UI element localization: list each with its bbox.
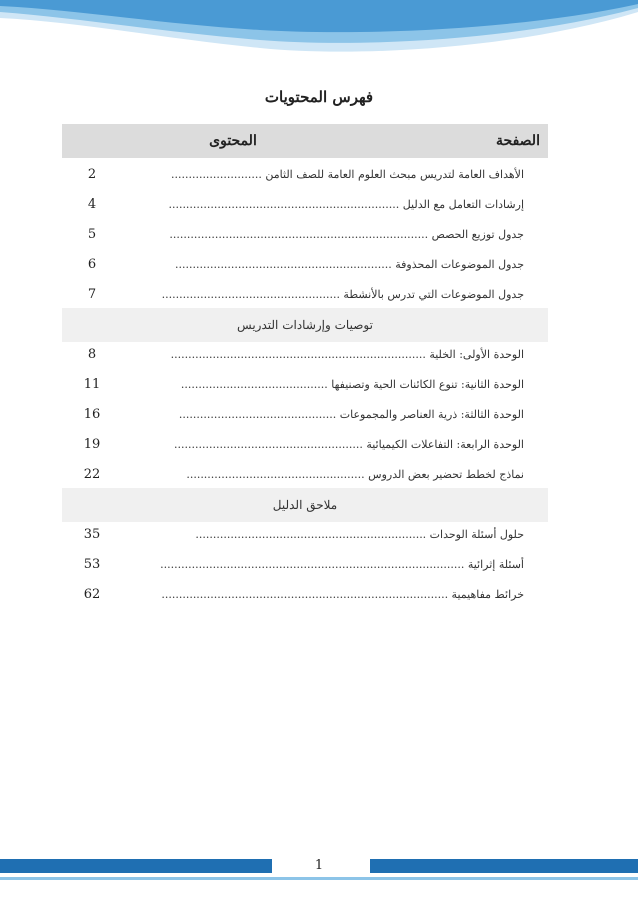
toc-entry-page: 19 bbox=[83, 437, 101, 452]
toc-entry-label: جدول الموضوعات التي تدرس بالأنشطة ................................................... bbox=[161, 288, 524, 301]
toc-entry-label: جدول الموضوعات المحذوفة .............................................................. bbox=[174, 258, 524, 271]
toc-row bbox=[62, 368, 548, 402]
toc-row bbox=[62, 458, 548, 492]
toc-entry-label: الوحدة الأولى: الخلية ......................................................................... bbox=[170, 348, 524, 361]
toc-entry-label: خرائط مفاهيمية .................................................................................. bbox=[161, 588, 524, 601]
toc-entry-page: 6 bbox=[87, 257, 97, 272]
header-page: الصفحة bbox=[496, 133, 540, 149]
toc-entry-label: الأهداف العامة لتدريس مبحث العلوم العامة للصف الثامن .......................... bbox=[170, 168, 524, 181]
toc-entry-page: 11 bbox=[83, 377, 101, 392]
toc-row bbox=[62, 188, 548, 222]
toc-entry-page: 7 bbox=[87, 287, 97, 302]
header-content: المحتوى bbox=[209, 133, 257, 149]
toc-entry-label: إرشادات التعامل مع الدليل .................................................................. bbox=[168, 198, 524, 211]
section-heading: توصيات وإرشادات التدريس bbox=[62, 308, 548, 342]
toc-row bbox=[62, 548, 548, 582]
toc-entry-label: الوحدة الثانية: تنوع الكائنات الحية وتصنيفها .......................................... bbox=[180, 378, 524, 391]
toc-row bbox=[62, 248, 548, 282]
top-wave-decoration bbox=[0, 0, 638, 62]
toc-entry-page: 62 bbox=[83, 587, 101, 602]
toc-row bbox=[62, 278, 548, 312]
section-heading: ملاحق الدليل bbox=[62, 488, 548, 522]
toc-entry-label: أسئلة إثرائية ....................................................................................... bbox=[160, 558, 524, 571]
toc-row bbox=[62, 518, 548, 552]
toc-row bbox=[62, 158, 548, 192]
toc-entry-page: 5 bbox=[87, 227, 97, 242]
page-number: 1 bbox=[314, 858, 324, 873]
toc-entry-page: 16 bbox=[83, 407, 101, 422]
toc-entry-label: الوحدة الثالثة: ذرية العناصر والمجموعات ............................................. bbox=[178, 408, 524, 421]
toc-entry-page: 35 bbox=[83, 527, 101, 542]
toc-row bbox=[62, 428, 548, 462]
toc-entry-page: 4 bbox=[87, 197, 97, 212]
toc-row bbox=[62, 218, 548, 252]
table-header bbox=[62, 124, 548, 158]
toc-entry-page: 22 bbox=[83, 467, 101, 482]
toc-entry-label: جدول توزيع الحصص .......................................................................... bbox=[169, 228, 524, 241]
toc-entry-label: حلول أسئلة الوحدات .................................................................. bbox=[195, 528, 524, 541]
toc-entry-page: 8 bbox=[87, 347, 97, 362]
toc-entry-label: نماذج لخطط تحضير بعض الدروس ................................................... bbox=[186, 468, 524, 481]
toc-row bbox=[62, 398, 548, 432]
toc-row bbox=[62, 338, 548, 372]
toc-entry-page: 53 bbox=[83, 557, 101, 572]
toc-entry-page: 2 bbox=[87, 167, 97, 182]
page-title: فهرس المحتويات bbox=[264, 88, 374, 106]
toc-row bbox=[62, 578, 548, 612]
toc-entry-label: الوحدة الرابعة: التفاعلات الكيميائية ...................................................... bbox=[174, 438, 524, 451]
